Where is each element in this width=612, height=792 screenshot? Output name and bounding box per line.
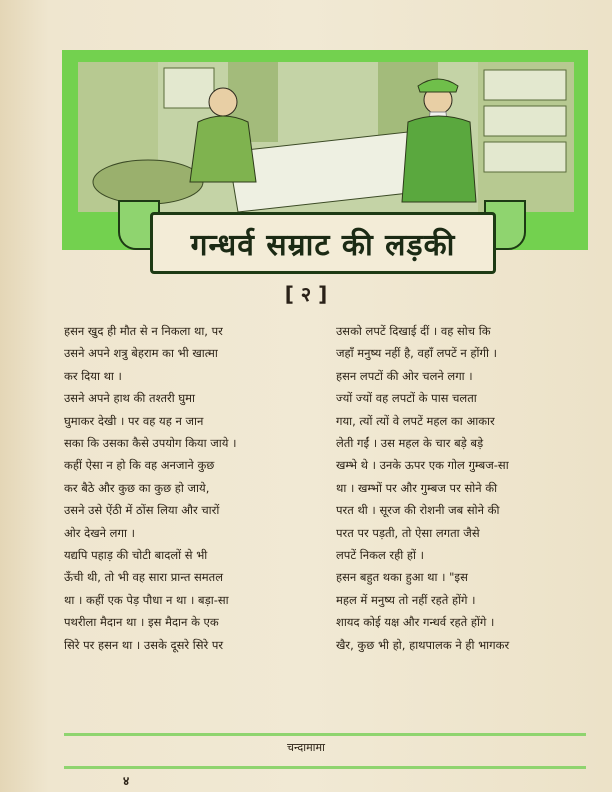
body-line: कर दिया था । [64,368,122,383]
body-line: लपटें निकल रही हों । [336,548,424,563]
footer-rule-top [64,733,586,736]
body-line: हसन खुद ही मौत से न निकला था, पर [64,324,223,338]
body-line: महल में मनुष्य तो नहीं रहते होंगे । [336,592,476,607]
text-column-left [64,320,309,656]
body-line: सिरे पर हसन था । उसके दूसरे सिरे पर [64,637,224,652]
body-line: था । खम्भों पर और गुम्बज पर सोने की [336,480,498,495]
body-line: ज्यों ज्यों वह लपटों के पास चलता [336,391,477,406]
body-line: पथरीला मैदान था । इस मैदान के एक [64,615,219,630]
story-illustration [78,62,574,212]
body-line: खैर, कुछ भी हो, हाथपालक ने ही भागकर [336,637,510,652]
body-line: खम्भे थे । उनके ऊपर एक गोल गुम्बज-सा [336,458,509,473]
body-line: उसने अपने हाथ की तश्तरी घुमा [64,391,196,406]
magazine-name: चन्दामामा [287,741,325,754]
body-line: ओर देखने लगा । [64,525,135,540]
body-line: शायद कोई यक्ष और गन्धर्व रहते होंगे । [336,615,495,630]
body-line: था । कहीं एक पेड़ पौधा न था । बड़ा-सा [64,592,229,607]
title-banner [150,212,496,274]
body-line: परत थी । सूरज की रोशनी जब सोने की [336,503,500,518]
body-line: उसने अपने शत्रु बेहराम का भी खात्मा [64,346,218,361]
part-number: [ २ ] [284,282,328,306]
body-line: यद्यपि पहाड़ की चोटी बादलों से भी [64,548,208,563]
body-line: घुमाकर देखी । पर वह यह न जान [64,413,204,428]
body-line: उसको लपटें दिखाई दीं । वह सोच कि [336,324,491,338]
body-line: गया, त्यों त्यों वे लपटें महल का आकार [336,413,495,428]
body-line: ऊँची थी, तो भी वह सारा प्रान्त समतल [64,570,224,585]
story-title: गन्धर्व सम्राट की लड़की [190,227,456,263]
body-line: सका कि उसका कैसे उपयोग किया जाये । [64,436,237,451]
body-line: कर बैठे और कुछ का कुछ हो जाये, [64,480,210,495]
body-line: हसन लपटों की ओर चलने लगा । [336,368,473,383]
body-line: जहाँ मनुष्य नहीं है, वहाँ लपटें न होंगी । [336,346,497,361]
text-column-right [336,320,581,656]
body-line: लेती गईं । उस महल के चार बड़े बड़े [336,436,484,451]
footer-rule-bottom [64,766,586,769]
body-line: उसने उसे ऐंठी में ठोंस लिया और चारों [64,503,220,518]
body-line: परत पर पड़ती, तो ऐसा लगता जैसे [336,525,480,540]
illustration-art [78,62,574,212]
body-line: हसन बहुत थका हुआ था । "इस [336,570,468,585]
page-number: ४ [123,774,130,788]
body-line: कहीं ऐसा न हो कि वह अनजाने कुछ [64,458,215,473]
